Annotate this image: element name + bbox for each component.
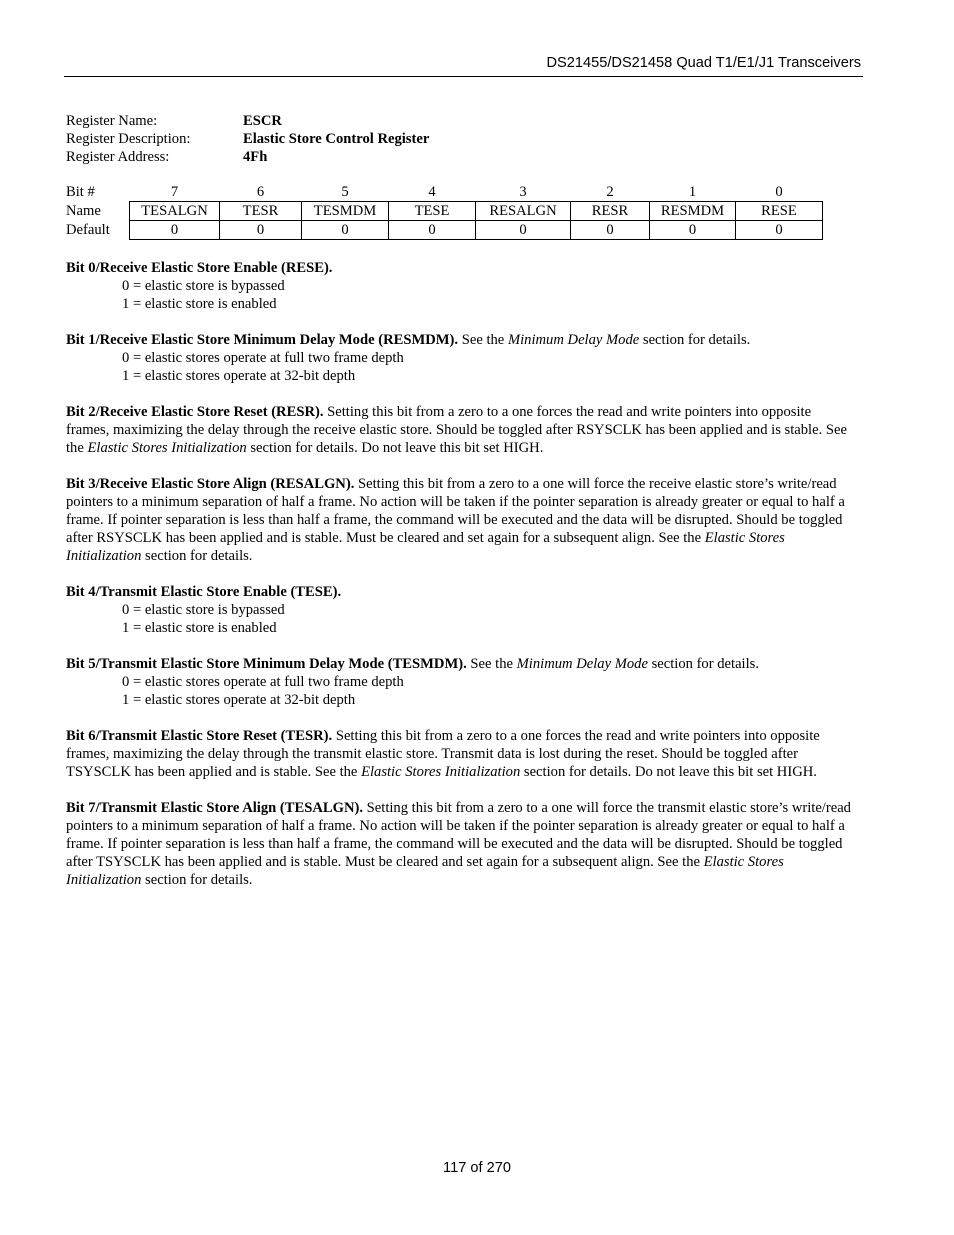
- bit-number: 0: [775, 184, 783, 200]
- bit-name-row: [66, 202, 823, 221]
- bit-default-cell: 0: [220, 221, 302, 240]
- bit3-text-end: section for details.: [141, 548, 253, 564]
- bit-default-cell: 0: [476, 221, 571, 240]
- register-description-value: Elastic Store Control Register: [243, 131, 430, 147]
- bit-name-cell: TESR: [220, 202, 302, 221]
- bit6-text-end: section for details. Do not leave this bit set HIGH.: [520, 764, 817, 780]
- bit5-text: See the: [466, 656, 517, 672]
- bit-number: 5: [341, 184, 349, 200]
- bit1-text-end: section for details.: [639, 332, 751, 348]
- bit-default-cell: 0: [389, 221, 476, 240]
- register-name-row: [66, 112, 429, 130]
- bit2-title: Bit 2/Receive Elastic Store Reset (RESR).: [66, 404, 324, 420]
- bit-default-cell: 0: [650, 221, 736, 240]
- bit-name-cell: TESMDM: [302, 202, 389, 221]
- register-address-row: [66, 148, 429, 166]
- bit5-text-end: section for details.: [647, 656, 759, 672]
- bit-default-label: Default: [66, 222, 110, 238]
- bit6-reference: Elastic Stores Initialization: [361, 764, 521, 780]
- bit-map-table: [66, 183, 823, 240]
- bit5-section: [66, 655, 858, 709]
- bit-default-cell: 0: [302, 221, 389, 240]
- bit-name-cell: RESMDM: [650, 202, 736, 221]
- bit1-reference: Minimum Delay Mode: [507, 332, 640, 348]
- bit-name-cell: RESR: [571, 202, 650, 221]
- bit5-option-1: 1 = elastic stores operate at 32-bit depth: [122, 692, 356, 708]
- bit7-section: [66, 799, 858, 889]
- bit1-option-0: 0 = elastic stores operate at full two frame depth: [122, 350, 404, 366]
- bit3-text: Setting this bit from a zero to a one will force the receive elastic store’s write/read pointers to a minimum separation of half a frame. No action will be taken if the pointer separation is already greater or equal to half a frame. If pointer separation is less than half a frame, the command will be executed and the data will be disrupted. Should be toggled after RSYSCLK has been applied and is stable. Must be cleared and set again for a subsequent align. See the: [66, 476, 845, 546]
- bit3-reference: Elastic Stores Initialization: [66, 530, 785, 564]
- bit7-text-end: section for details.: [141, 872, 253, 888]
- bit-number-label: Bit #: [66, 184, 95, 201]
- bit2-reference: Elastic Stores Initialization: [87, 440, 247, 456]
- bit-number-row: [66, 183, 823, 202]
- register-address-label: Register Address:: [66, 149, 170, 165]
- bit2-section: [66, 403, 858, 457]
- bit5-title: Bit 5/Transmit Elastic Store Minimum Delay Mode (TESMDM).: [66, 656, 467, 672]
- bit0-section: [66, 259, 858, 313]
- bit1-section: [66, 331, 858, 385]
- bit-number: 7: [170, 184, 179, 200]
- register-name-value: ESCR: [243, 113, 282, 129]
- bit4-section: [66, 583, 858, 637]
- register-description-row: [66, 130, 429, 148]
- bit-number: 1: [688, 184, 697, 200]
- register-name-label: Register Name:: [66, 113, 158, 129]
- bit6-section: [66, 727, 858, 781]
- bit-default-cell: 0: [130, 221, 220, 240]
- bit-number: 6: [256, 184, 265, 200]
- bit7-reference: Elastic Stores Initialization: [66, 854, 784, 888]
- register-info: [66, 112, 429, 166]
- bit6-text: Setting this bit from a zero to a one forces the read and write pointers into opposite frames, maximizing the delay through the transmit elastic store. Transmit data is lost during the reset. Should be toggled after TSYSCLK has been applied and is stable. See the: [66, 728, 820, 780]
- bit-name-cell: RESE: [736, 202, 823, 221]
- bit3-title: Bit 3/Receive Elastic Store Align (RESALGN).: [66, 476, 355, 492]
- bit-name-cell: RESALGN: [476, 202, 571, 221]
- bit-number: 2: [606, 184, 614, 200]
- bit0-option-0: 0 = elastic store is bypassed: [122, 278, 285, 294]
- bit5-reference: Minimum Delay Mode: [516, 656, 648, 672]
- bit0-option-1: 1 = elastic store is enabled: [122, 296, 277, 312]
- bit5-option-0: 0 = elastic stores operate at full two frame depth: [122, 674, 404, 690]
- bit4-option-0: 0 = elastic store is bypassed: [122, 602, 285, 618]
- bit-number: 3: [519, 184, 527, 200]
- page-number: 117 of 270: [443, 1160, 511, 1176]
- bit7-text: Setting this bit from a zero to a one will force the transmit elastic store’s write/read pointers to a minimum separation of half a frame. No action will be taken if the pointer separation is already greater or equal to half a frame. If pointer separation is less than half a frame, the command will be executed and the data will be disrupted. Should be toggled after TSYSCLK has been applied and is stable. Must be cleared and set again for a subsequent align. See the: [66, 800, 851, 870]
- bit-number: 4: [428, 184, 436, 200]
- bit7-title: Bit 7/Transmit Elastic Store Align (TESALGN).: [66, 800, 364, 816]
- bit-default-cell: 0: [736, 221, 823, 240]
- bit-default-cell: 0: [571, 221, 650, 240]
- bit0-title: Bit 0/Receive Elastic Store Enable (RESE).: [66, 260, 333, 276]
- bit6-title: Bit 6/Transmit Elastic Store Reset (TESR).: [66, 728, 333, 744]
- register-address-value: 4Fh: [243, 149, 268, 165]
- bit-name-label: Name: [66, 203, 101, 219]
- bit-descriptions: [66, 259, 858, 907]
- bit-name-cell: TESALGN: [130, 202, 220, 221]
- bit-default-row: [66, 221, 823, 240]
- bit3-section: [66, 475, 858, 565]
- bit4-option-1: 1 = elastic store is enabled: [122, 620, 277, 636]
- bit1-title: Bit 1/Receive Elastic Store Minimum Delay Mode (RESMDM).: [66, 332, 459, 348]
- bit1-text: See the: [458, 332, 508, 348]
- document-header-title: DS21455/DS21458 Quad T1/E1/J1 Transceivers: [546, 55, 861, 71]
- bit1-option-1: 1 = elastic stores operate at 32-bit depth: [122, 368, 356, 384]
- bit-name-cell: TESE: [389, 202, 476, 221]
- header-divider: [64, 76, 863, 77]
- register-description-label: Register Description:: [66, 131, 191, 147]
- bit2-text-end: section for details. Do not leave this bit set HIGH.: [246, 440, 544, 456]
- bit4-title: Bit 4/Transmit Elastic Store Enable (TESE).: [66, 584, 342, 600]
- bit2-text: Setting this bit from a zero to a one forces the read and write pointers into opposite frames, maximizing the delay through the receive elastic store. Should be toggled after RSYSCLK has been applied and is stable. See the: [66, 404, 847, 456]
